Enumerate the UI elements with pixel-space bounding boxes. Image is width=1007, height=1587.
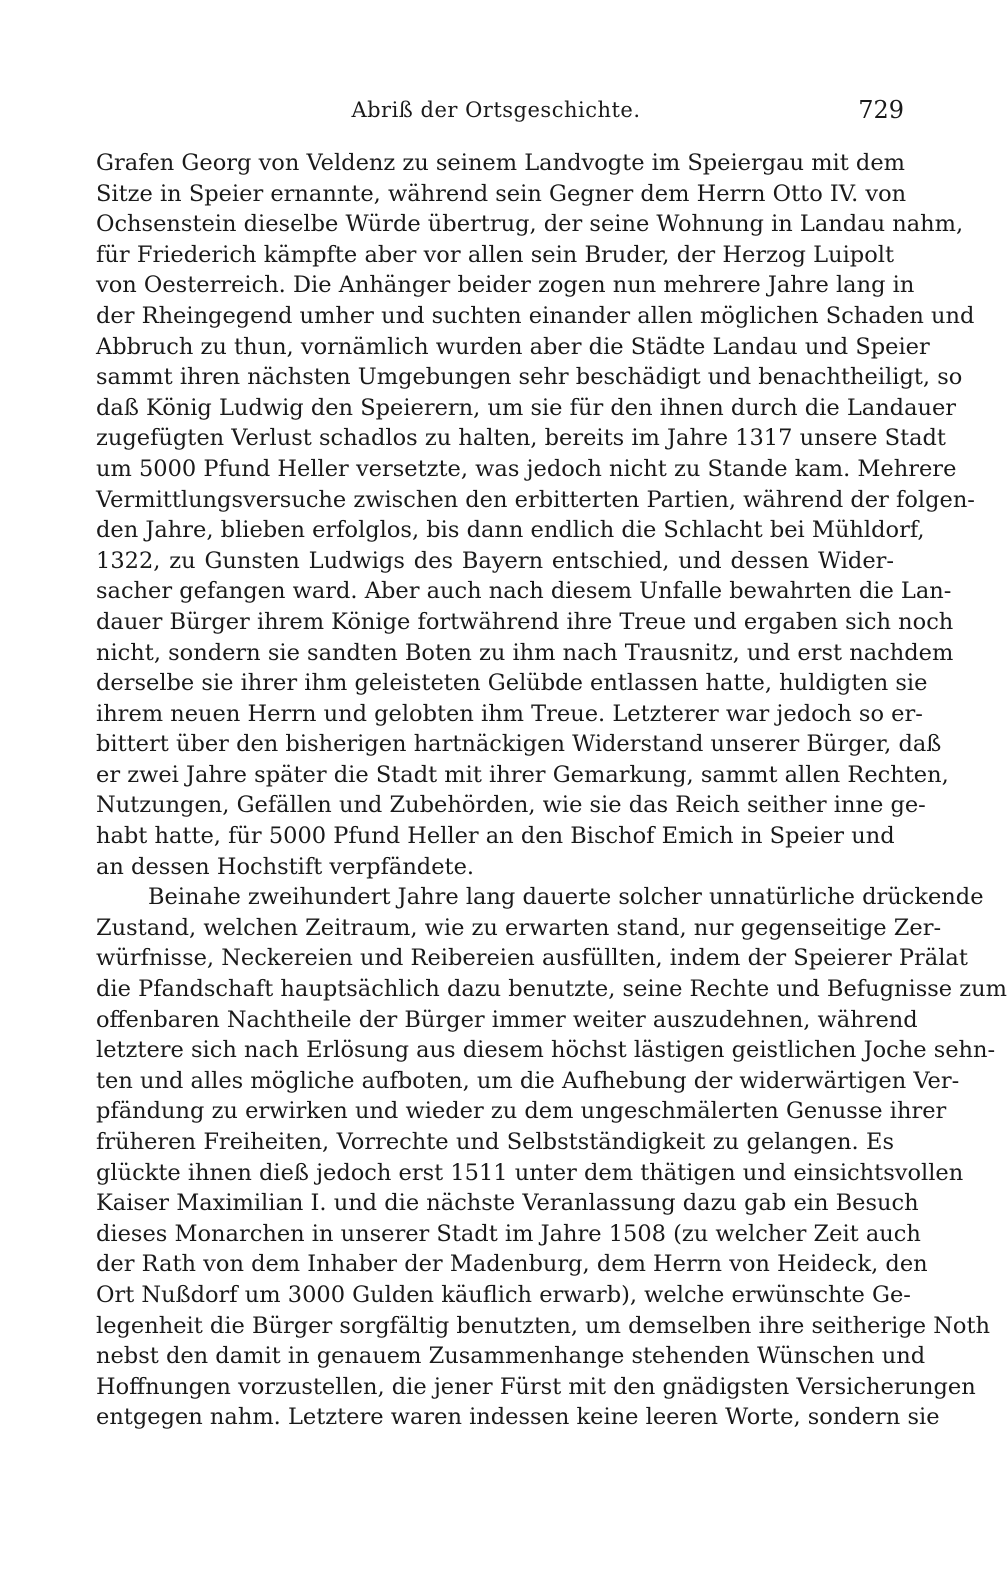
- body-text: [96, 148, 1007, 1433]
- text-line: entgegen nahm. Letztere waren indessen keine leeren Worte, sondern sie: [96, 1404, 940, 1431]
- text-line: Ort Nußdorf um 3000 Gulden käuflich erwarb), welche erwünschte Ge-: [96, 1281, 911, 1308]
- text-line: dauer Bürger ihrem Könige fortwährend ihre Treue und ergaben sich noch: [96, 608, 954, 635]
- running-head-title: Abriß der Ortsgeschichte.: [351, 98, 641, 122]
- text-line: um 5000 Pfund Heller versetzte, was jedoch nicht zu Stande kam. Mehrere: [96, 455, 957, 482]
- text-line: letztere sich nach Erlösung aus diesem höchst lästigen geistlichen Joche sehn-: [96, 1037, 996, 1064]
- text-line: ten und alles mögliche aufboten, um die Aufhebung der widerwärtigen Ver-: [96, 1067, 960, 1094]
- text-line: 1322, zu Gunsten Ludwigs des Bayern entschied, und dessen Wider-: [96, 547, 894, 574]
- text-line: Zustand, welchen Zeitraum, wie zu erwarten stand, nur gegenseitige Zer-: [96, 914, 942, 941]
- text-line: dieses Monarchen in unserer Stadt im Jahre 1508 (zu welcher Zeit auch: [96, 1220, 921, 1247]
- text-line: Kaiser Maximilian I. und die nächste Veranlassung dazu gab ein Besuch: [96, 1190, 919, 1217]
- text-line: zugefügten Verlust schadlos zu halten, bereits im Jahre 1317 unsere Stadt: [96, 425, 946, 452]
- text-line: nebst den damit in genauem Zusammenhange stehenden Wünschen und: [96, 1343, 926, 1370]
- text-line: derselbe sie ihrer ihm geleisteten Gelübde entlassen hatte, huldigten sie: [96, 670, 928, 697]
- running-head: [96, 96, 904, 138]
- text-line: an dessen Hochstift verpfändete.: [96, 853, 475, 880]
- text-line: Beinahe zweihundert Jahre lang dauerte solcher unnatürliche drückende: [148, 884, 984, 911]
- text-line: bittert über den bisherigen hartnäckigen Widerstand unserer Bürger, daß: [96, 731, 942, 758]
- text-line: der Rheingegend umher und suchten einander allen möglichen Schaden und: [96, 302, 975, 329]
- text-line: sacher gefangen ward. Aber auch nach diesem Unfalle bewahrten die Lan-: [96, 578, 952, 605]
- text-line: der Rath von dem Inhaber der Madenburg, dem Herrn von Heideck, den: [96, 1251, 928, 1278]
- text-line: würfnisse, Neckereien und Reibereien ausfüllten, indem der Speierer Prälat: [96, 945, 968, 972]
- text-line: Hoffnungen vorzustellen, die jener Fürst mit den gnädigsten Versicherungen: [96, 1373, 976, 1400]
- text-line: legenheit die Bürger sorgfältig benutzten, um demselben ihre seitherige Noth: [96, 1312, 990, 1339]
- paragraph: [96, 882, 1007, 1433]
- paragraph: [96, 148, 975, 882]
- text-line: nicht, sondern sie sandten Boten zu ihm nach Trausnitz, und erst nachdem: [96, 639, 954, 666]
- text-line: die Pfandschaft hauptsächlich dazu benutzte, seine Rechte und Befugnisse zum: [96, 976, 1007, 1003]
- text-line: Vermittlungsversuche zwischen den erbitterten Partien, während der folgen-: [96, 486, 975, 513]
- text-line: offenbaren Nachtheile der Bürger immer weiter auszudehnen, während: [96, 1006, 918, 1033]
- text-line: Grafen Georg von Veldenz zu seinem Landvogte im Speiergau mit dem: [96, 150, 905, 176]
- text-line: Ochsenstein dieselbe Würde übertrug, der seine Wohnung in Landau nahm,: [96, 211, 964, 238]
- text-line: sammt ihren nächsten Umgebungen sehr beschädigt und benachtheiligt, so: [96, 364, 963, 391]
- text-line: er zwei Jahre später die Stadt mit ihrer Gemarkung, sammt allen Rechten,: [96, 761, 949, 788]
- text-line: pfändung zu erwirken und wieder zu dem ungeschmälerten Genusse ihrer: [96, 1098, 947, 1125]
- text-line: Abbruch zu thun, vornämlich wurden aber die Städte Landau und Speier: [96, 333, 930, 360]
- text-line: für Friederich kämpfte aber vor allen sein Bruder, der Herzog Luipolt: [96, 241, 894, 268]
- text-line: ihrem neuen Herrn und gelobten ihm Treue. Letzterer war jedoch so er-: [96, 700, 923, 727]
- text-line: Nutzungen, Gefällen und Zubehörden, wie sie das Reich seither inne ge-: [96, 792, 926, 819]
- text-line: früheren Freiheiten, Vorrechte und Selbstständigkeit zu gelangen. Es: [96, 1129, 894, 1155]
- text-line: Sitze in Speier ernannte, während sein Gegner dem Herrn Otto IV. von: [96, 180, 907, 207]
- text-line: daß König Ludwig den Speierern, um sie für den ihnen durch die Landauer: [96, 394, 957, 421]
- text-line: habt hatte, für 5000 Pfund Heller an den Bischof Emich in Speier und: [96, 823, 895, 850]
- text-line: glückte ihnen dieß jedoch erst 1511 unter dem thätigen und einsichtsvollen: [96, 1159, 964, 1186]
- page-number: 729: [858, 96, 904, 124]
- text-line: von Oesterreich. Die Anhänger beider zogen nun mehrere Jahre lang in: [96, 272, 915, 299]
- text-line: den Jahre, blieben erfolglos, bis dann endlich die Schlacht bei Mühldorf,: [96, 517, 925, 544]
